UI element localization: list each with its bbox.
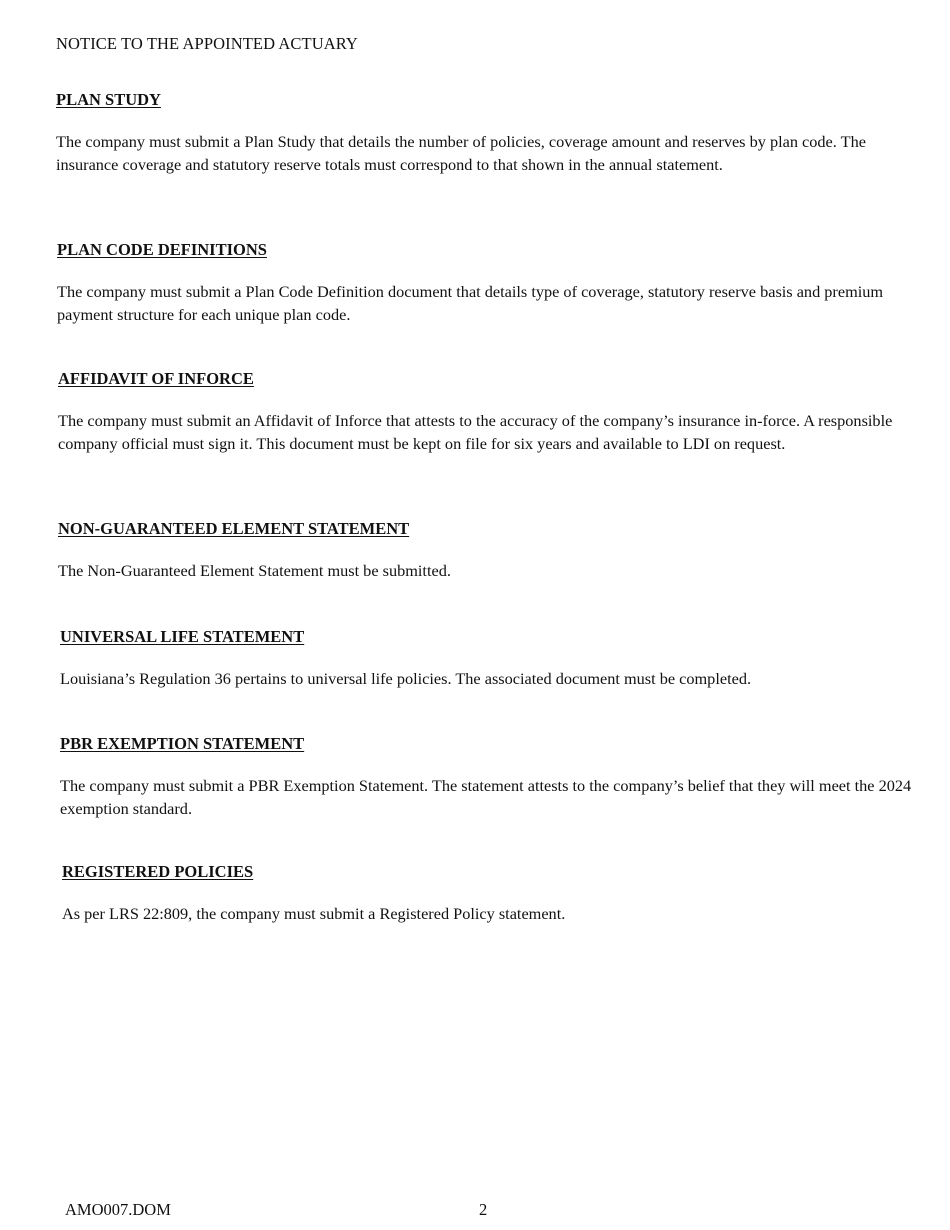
section-title-plan-study: PLAN STUDY (56, 90, 161, 109)
section-body-pbr-exemption: The company must submit a PBR Exemption Statement. The statement attests to the company’s belief that they will meet the 2024 exemption standard. (60, 776, 912, 818)
section-body-plan-code-definitions: The company must submit a Plan Code Definition document that details type of coverage, statutory reserve basis and premium payment structure for each unique plan code. (57, 282, 884, 324)
section-title-affidavit-of-inforce: AFFIDAVIT OF INFORCE (58, 369, 254, 388)
section-body-affidavit-of-inforce: The company must submit an Affidavit of Inforce that attests to the accuracy of the company’s insurance in-force. A responsible company official must sign it. This document must be kept on file for six years and available to LDI on request. (58, 411, 893, 453)
section-title-universal-life: UNIVERSAL LIFE STATEMENT (60, 627, 305, 646)
section-body-universal-life: Louisiana’s Regulation 36 pertains to universal life policies. The associated document must be completed. (60, 669, 752, 688)
section-affidavit-of-inforce (58, 368, 908, 455)
section-registered-policies (62, 861, 912, 926)
footer-doc-code: AMO007.DOM (65, 1200, 171, 1219)
section-title-registered-policies: REGISTERED POLICIES (62, 862, 254, 881)
section-body-registered-policies: As per LRS 22:809, the company must submit a Registered Policy statement. (62, 904, 566, 923)
section-universal-life (60, 626, 910, 691)
section-body-plan-study: The company must submit a Plan Study that details the number of policies, coverage amount and reserves by plan code. The insurance coverage and statutory reserve totals must correspond to that shown in the annual statement. (56, 132, 866, 174)
section-non-guaranteed-element (58, 518, 908, 583)
section-pbr-exemption (60, 733, 920, 820)
section-body-non-guaranteed-element: The Non-Guaranteed Element Statement must be submitted. (58, 561, 451, 580)
section-title-pbr-exemption: PBR EXEMPTION STATEMENT (60, 734, 305, 753)
section-plan-study (56, 89, 906, 176)
footer-page-number: 2 (479, 1200, 488, 1219)
section-plan-code-definitions (57, 239, 907, 326)
section-title-non-guaranteed-element: NON-GUARANTEED ELEMENT STATEMENT (58, 519, 410, 538)
section-title-plan-code-definitions: PLAN CODE DEFINITIONS (57, 240, 267, 259)
page-header: NOTICE TO THE APPOINTED ACTUARY (56, 34, 358, 53)
